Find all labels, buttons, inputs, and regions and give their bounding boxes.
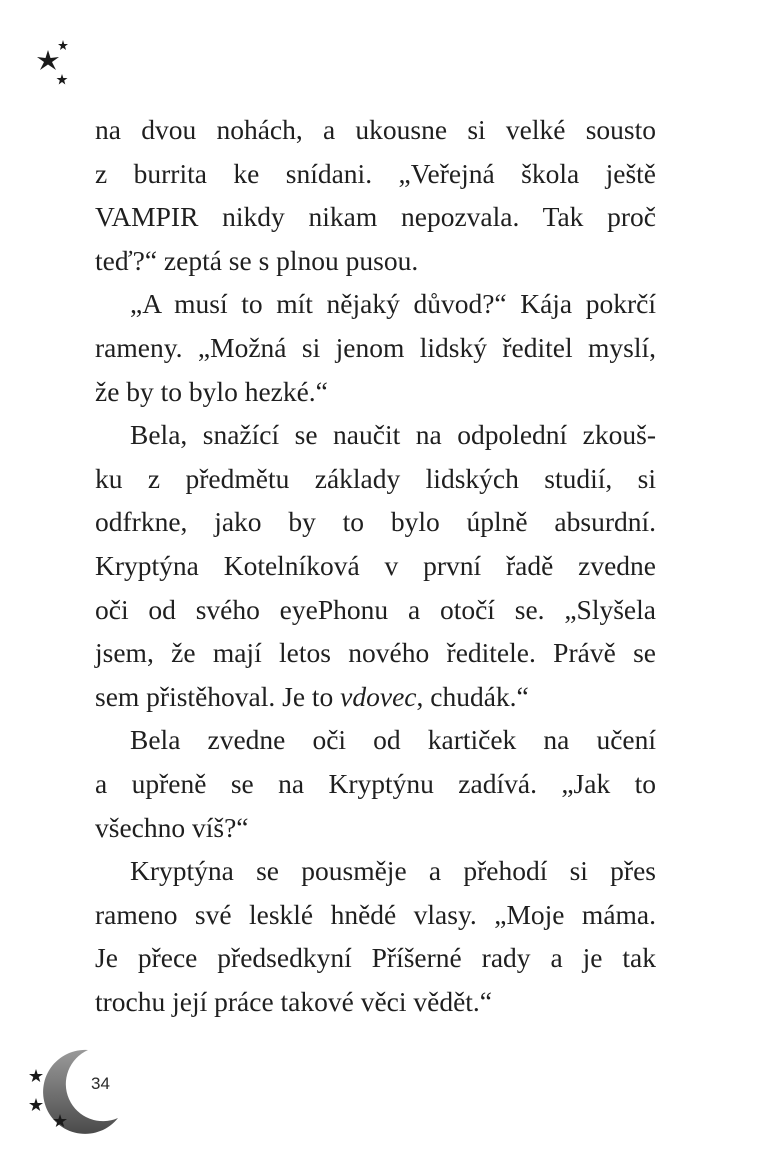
text-line: Je přece předsedkyní Příšerné rady a je tak bbox=[95, 942, 656, 974]
text-line: VAMPIR nikdy nikam nepozvala. Tak proč bbox=[95, 201, 656, 233]
text-line: z burrita ke snídani. „Veřejná škola ještě bbox=[95, 157, 656, 189]
book-text bbox=[95, 108, 656, 1023]
italic-word: vdovec bbox=[340, 680, 417, 712]
text-line: jsem, že mají letos nového ředitele. Právě se bbox=[95, 637, 656, 669]
text-line: a upřeně se na Kryptýnu zadívá. „Jak to bbox=[95, 767, 656, 799]
corner-stars-decoration bbox=[30, 36, 78, 92]
text-line: ku z předmětu základy lidských studií, si bbox=[95, 462, 656, 494]
text-line: Bela zvedne oči od kartiček na učení bbox=[130, 724, 656, 756]
star-icon bbox=[58, 40, 68, 50]
text-line: odfrkne, jako by to bylo úplně absurdní. bbox=[95, 506, 656, 538]
text-line: Kryptýna se pousměje a přehodí si přes bbox=[130, 855, 656, 887]
text-line: všechno víš?“ bbox=[95, 811, 249, 843]
star-icon bbox=[37, 50, 59, 70]
text-segment: , chudák.“ bbox=[416, 680, 529, 712]
star-icon bbox=[57, 74, 68, 85]
text-line: trochu její práce takové věci vědět.“ bbox=[95, 985, 493, 1017]
text-line: Bela, snažící se naučit na odpolední zkouš- bbox=[130, 419, 656, 451]
text-line: rameny. „Možná si jenom lidský ředitel myslí, bbox=[95, 331, 656, 363]
moon-stars-decoration bbox=[26, 1046, 126, 1136]
text-line: Kryptýna Kotelníková v první řadě zvedne bbox=[95, 549, 656, 581]
star-icon bbox=[29, 1069, 43, 1082]
text-line: teď?“ zeptá se s plnou pusou. bbox=[95, 244, 419, 276]
text-line: „A musí to mít nějaký důvod?“ Kája pokrčí bbox=[130, 288, 656, 320]
star-icon bbox=[29, 1098, 43, 1111]
text-segment: sem přistěhoval. Je to bbox=[95, 680, 341, 712]
text-line-mixed bbox=[95, 675, 656, 719]
page-number: 34 bbox=[91, 1074, 110, 1093]
text-line: oči od svého eyePhonu a otočí se. „Slyšela bbox=[95, 593, 656, 625]
text-line: na dvou nohách, a ukousne si velké sousto bbox=[95, 114, 656, 145]
text-line: rameno své lesklé hnědé vlasy. „Moje máma. bbox=[95, 898, 656, 930]
text-line: že by to bylo hezké.“ bbox=[95, 375, 328, 407]
